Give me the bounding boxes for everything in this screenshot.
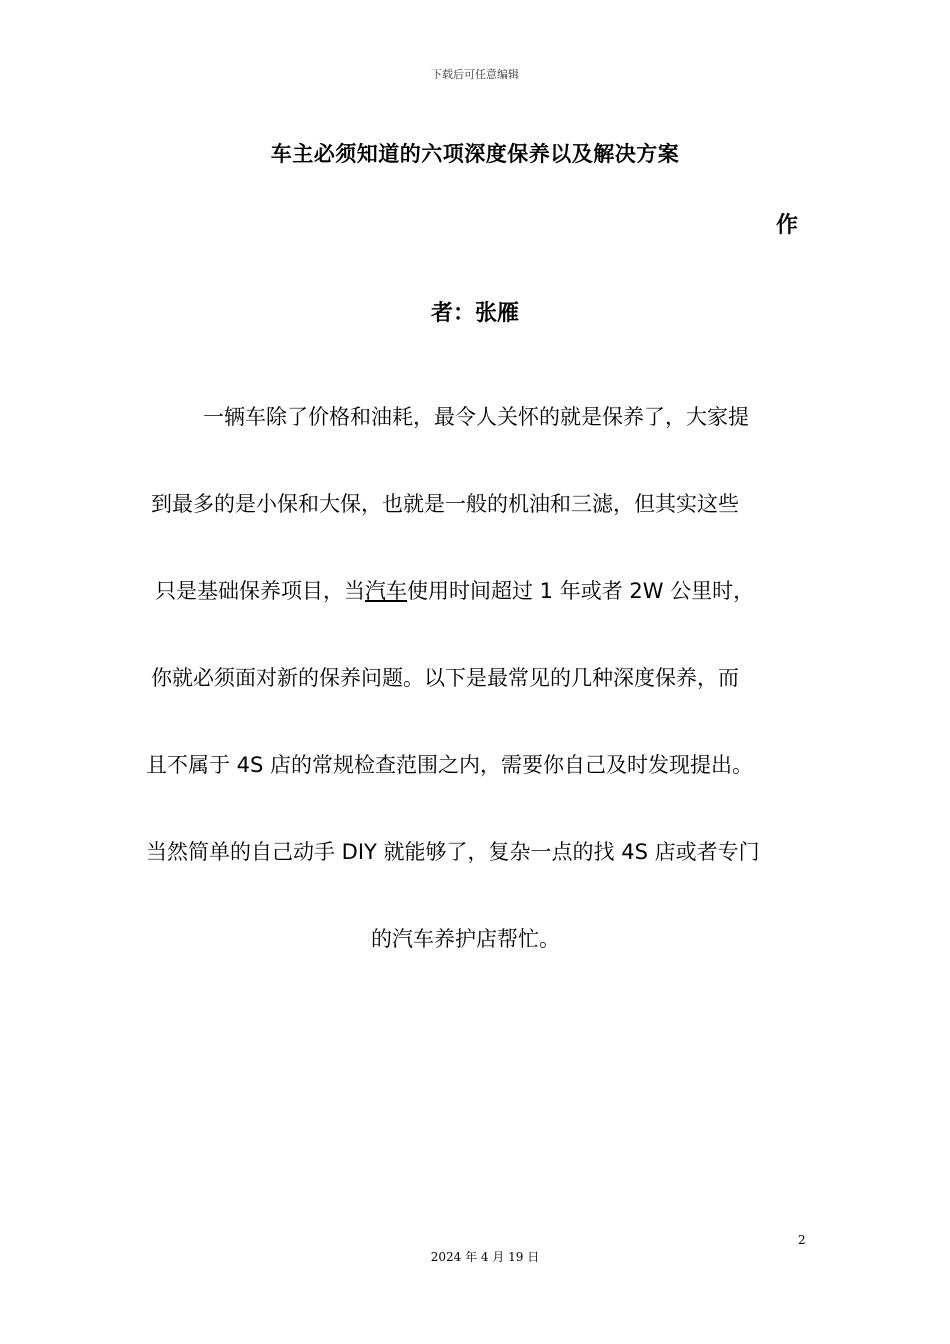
- body-line-6: 当然简单的自己动手 DIY 就能够了，复杂一点的找 4S 店或者专门: [146, 840, 760, 864]
- body-line-3-start: 只是基础保养项目，当: [155, 579, 365, 603]
- body-line-1: 一辆车除了价格和油耗，最令人关怀的就是保养了，大家提: [203, 405, 749, 429]
- body-line-2: 到最多的是小保和大保，也就是一般的机油和三滤，但其实这些: [151, 492, 739, 516]
- footer-date: 2024 年 4 月 19 日: [430, 1250, 540, 1264]
- body-line-3: [155, 576, 754, 606]
- body-line-3-end: 使用时间超过 1 年或者 2W 公里时，: [407, 579, 755, 603]
- page-number: 2: [798, 1233, 806, 1247]
- header-note: 下载后可任意编辑: [431, 68, 519, 81]
- body-line-7: 的汽车养护店帮忙。: [371, 927, 560, 951]
- car-link[interactable]: 汽车: [365, 579, 407, 603]
- document-title: 车主必须知道的六项深度保养以及解决方案: [270, 142, 680, 166]
- body-line-4: 你就必须面对新的保养问题。以下是最常见的几种深度保养，而: [151, 666, 739, 690]
- author-line: 者：张雁: [430, 301, 519, 326]
- body-line-5: 且不属于 4S 店的常规检查范围之内，需要你自己及时发现提出。: [146, 753, 754, 777]
- author-prefix: 作: [776, 213, 799, 238]
